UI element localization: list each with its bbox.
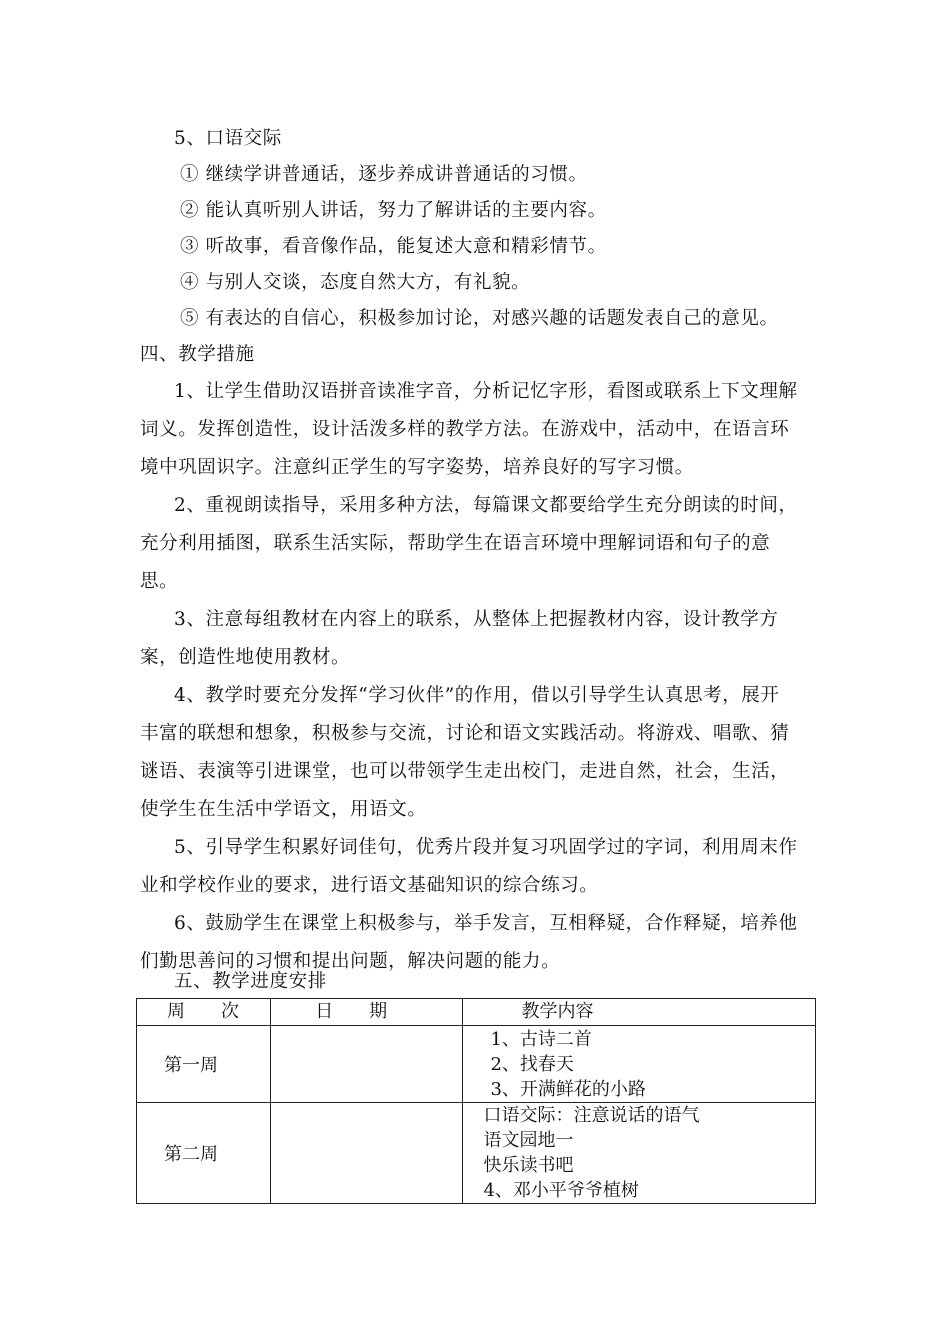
measures-line: 谜语、表演等引进课堂，也可以带领学生走出校门，走进自然，社会，生活， bbox=[140, 761, 790, 782]
content-cell bbox=[463, 1103, 816, 1204]
column-header-date: 日 期 bbox=[271, 999, 463, 1026]
measures-line: 们勤思善问的习惯和提出问题，解决问题的能力。 bbox=[140, 951, 561, 972]
content-item: 3、开满鲜花的小路 bbox=[490, 1078, 646, 1100]
measures-line: 3、注意每组教材在内容上的联系，从整体上把握教材内容，设计教学方 bbox=[174, 609, 779, 630]
measures-line: 5、引导学生积累好词佳句，优秀片段并复习巩固学过的字词，利用周末作 bbox=[174, 837, 798, 858]
column-header-week: 周 次 bbox=[137, 999, 271, 1026]
measures-line: 6、鼓励学生在课堂上积极参与，举手发言，互相释疑，合作释疑，培养他 bbox=[174, 913, 798, 934]
oral-item: ③ 听故事，看音像作品，能复述大意和精彩情节。 bbox=[180, 236, 607, 257]
content-item: 4、邓小平爷爷植树 bbox=[483, 1180, 639, 1201]
column-header-content: 教学内容 bbox=[463, 999, 816, 1026]
oral-item: ② 能认真听别人讲话，努力了解讲话的主要内容。 bbox=[180, 200, 607, 221]
measures-line: 使学生在生活中学语文，用语文。 bbox=[140, 799, 427, 820]
week-cell: 第二周 bbox=[137, 1103, 271, 1204]
schedule-heading: 五、教学进度安排 bbox=[174, 971, 327, 992]
content-item: 1、古诗二首 bbox=[490, 1028, 592, 1050]
oral-item: ⑤ 有表达的自信心，积极参加讨论，对感兴趣的话题发表自己的意见。 bbox=[180, 308, 779, 329]
measures-heading: 四、教学措施 bbox=[140, 344, 255, 365]
measures-line: 充分利用插图，联系生活实际，帮助学生在语言环境中理解词语和句子的意 bbox=[140, 533, 771, 554]
measures-line: 案，创造性地使用教材。 bbox=[140, 647, 351, 668]
measures-line: 1、让学生借助汉语拼音读准字音，分析记忆字形，看图或联系上下文理解 bbox=[174, 381, 798, 402]
measures-line: 业和学校作业的要求，进行语文基础知识的综合练习。 bbox=[140, 875, 599, 896]
measures-line: 丰富的联想和想象，积极参与交流，讨论和语文实践活动。将游戏、唱歌、猜 bbox=[140, 723, 790, 744]
content-cell bbox=[463, 1026, 816, 1103]
content-item: 语文园地一 bbox=[483, 1130, 574, 1151]
date-cell bbox=[271, 1026, 463, 1103]
table-row bbox=[137, 1026, 816, 1103]
table-row bbox=[137, 1103, 816, 1204]
content-item: 口语交际：注意说话的语气 bbox=[483, 1105, 700, 1126]
measures-line: 2、重视朗读指导，采用多种方法，每篇课文都要给学生充分朗读的时间， bbox=[174, 495, 798, 516]
oral-heading: 5、口语交际 bbox=[174, 128, 282, 149]
schedule-header-row bbox=[137, 999, 816, 1026]
content-item: 快乐读书吧 bbox=[483, 1155, 574, 1176]
measures-line: 词义。发挥创造性，设计活泼多样的教学方法。在游戏中，活动中，在语言环 bbox=[140, 419, 790, 440]
date-cell bbox=[271, 1103, 463, 1204]
schedule-table bbox=[136, 998, 816, 1204]
oral-item: ④ 与别人交谈，态度自然大方，有礼貌。 bbox=[180, 272, 531, 293]
measures-line: 思。 bbox=[140, 571, 179, 592]
measures-line: 境中巩固识字。注意纠正学生的写字姿势，培养良好的写字习惯。 bbox=[140, 457, 694, 478]
measures-line: 4、教学时要充分发挥“学习伙伴”的作用，借以引导学生认真思考，展开 bbox=[174, 685, 780, 706]
content-item: 2、找春天 bbox=[490, 1053, 574, 1075]
oral-item: ① 继续学讲普通话，逐步养成讲普通话的习惯。 bbox=[180, 164, 588, 185]
week-cell: 第一周 bbox=[137, 1026, 271, 1103]
